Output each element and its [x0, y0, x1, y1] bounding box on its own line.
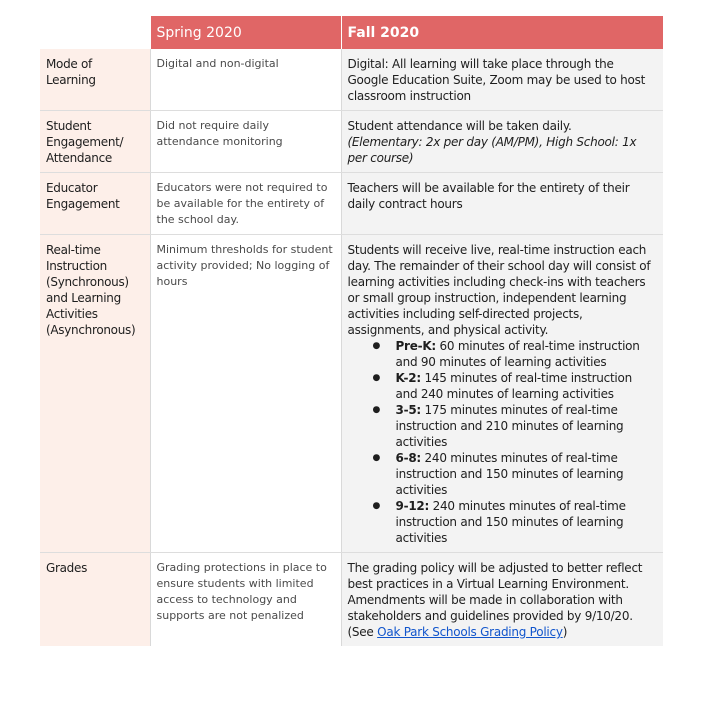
list-item	[396, 402, 658, 450]
minutes-text: 60 minutes of real-time instruction and 90 minutes of learning activities	[395, 339, 640, 369]
header-spring-2020: Spring 2020	[150, 16, 341, 49]
row-label: Educator Engagement	[40, 173, 150, 235]
spring-cell: Educators were not required to be available for the entirety of the school day.	[150, 173, 341, 235]
spring-cell: Digital and non-digital	[150, 49, 341, 111]
minutes-text: 240 minutes minutes of real-time instruction and 150 minutes of learning activities	[395, 451, 624, 497]
grade-level: 9-12:	[395, 499, 430, 513]
row-student-engagement	[40, 111, 663, 173]
fall-grades-text: The grading policy will be adjusted to better reflect best practices in a Virtual Learning Environment. Amendments will be made in collaboration with stakeholders and guidelines provided by 9/10/20.	[347, 561, 643, 623]
spring-cell: Minimum thresholds for student activity provided; No logging of hours	[150, 235, 341, 553]
minutes-text: 175 minutes minutes of real-time instruction and 210 minutes of learning activities	[395, 403, 624, 449]
grading-policy-link[interactable]: Oak Park Schools Grading Policy	[377, 625, 563, 639]
fall-instruction-text: Students will receive live, real-time instruction each day. The remainder of their school day will consist of learning activities including check-ins with teachers or small group instruction, independent learning activities including self-directed projects, assignments, and physical activity.	[347, 243, 651, 337]
list-item	[396, 338, 658, 370]
header-row	[40, 16, 663, 49]
row-grades	[40, 553, 663, 647]
row-label: Student Engagement/ Attendance	[40, 111, 150, 173]
grade-level: 6-8:	[395, 451, 421, 465]
see-prefix: (See	[347, 625, 378, 639]
minutes-text: 240 minutes minutes of real-time instruction and 150 minutes of learning activities	[395, 499, 626, 545]
minutes-list	[348, 338, 658, 546]
list-item	[396, 498, 658, 546]
list-item	[396, 370, 658, 402]
fall-attendance-text: Student attendance will be taken daily.	[347, 119, 572, 133]
row-label: Real-time Instruction (Synchronous) and Learning Activities (Asynchronous)	[40, 235, 150, 553]
fall-cell: Teachers will be available for the entirety of their daily contract hours	[341, 173, 663, 235]
row-label: Mode of Learning	[40, 49, 150, 111]
spring-cell: Did not require daily attendance monitoring	[150, 111, 341, 173]
fall-cell: Digital: All learning will take place through the Google Education Suite, Zoom may be used to host classroom instruction	[341, 49, 663, 111]
grade-level: K-2:	[395, 371, 421, 385]
row-label: Grades	[40, 553, 150, 647]
fall-cell	[341, 235, 663, 553]
fall-attendance-note: (Elementary: 2x per day (AM/PM), High School: 1x per course)	[347, 135, 637, 165]
grade-level: Pre-K:	[395, 339, 436, 353]
fall-cell	[341, 553, 663, 647]
comparison-table	[40, 16, 663, 646]
grade-level: 3-5:	[395, 403, 421, 417]
see-suffix: )	[562, 625, 568, 639]
spring-cell: Grading protections in place to ensure students with limited access to technology and supports are not penalized	[150, 553, 341, 647]
minutes-text: 145 minutes of real-time instruction and 240 minutes of learning activities	[395, 371, 632, 401]
header-blank-cell	[40, 16, 150, 49]
row-educator-engagement	[40, 173, 663, 235]
list-item	[396, 450, 658, 498]
row-mode-of-learning	[40, 49, 663, 111]
grading-policy-reference	[348, 624, 658, 640]
row-real-time-instruction	[40, 235, 663, 553]
fall-cell	[341, 111, 663, 173]
header-fall-2020: Fall 2020	[341, 16, 663, 49]
